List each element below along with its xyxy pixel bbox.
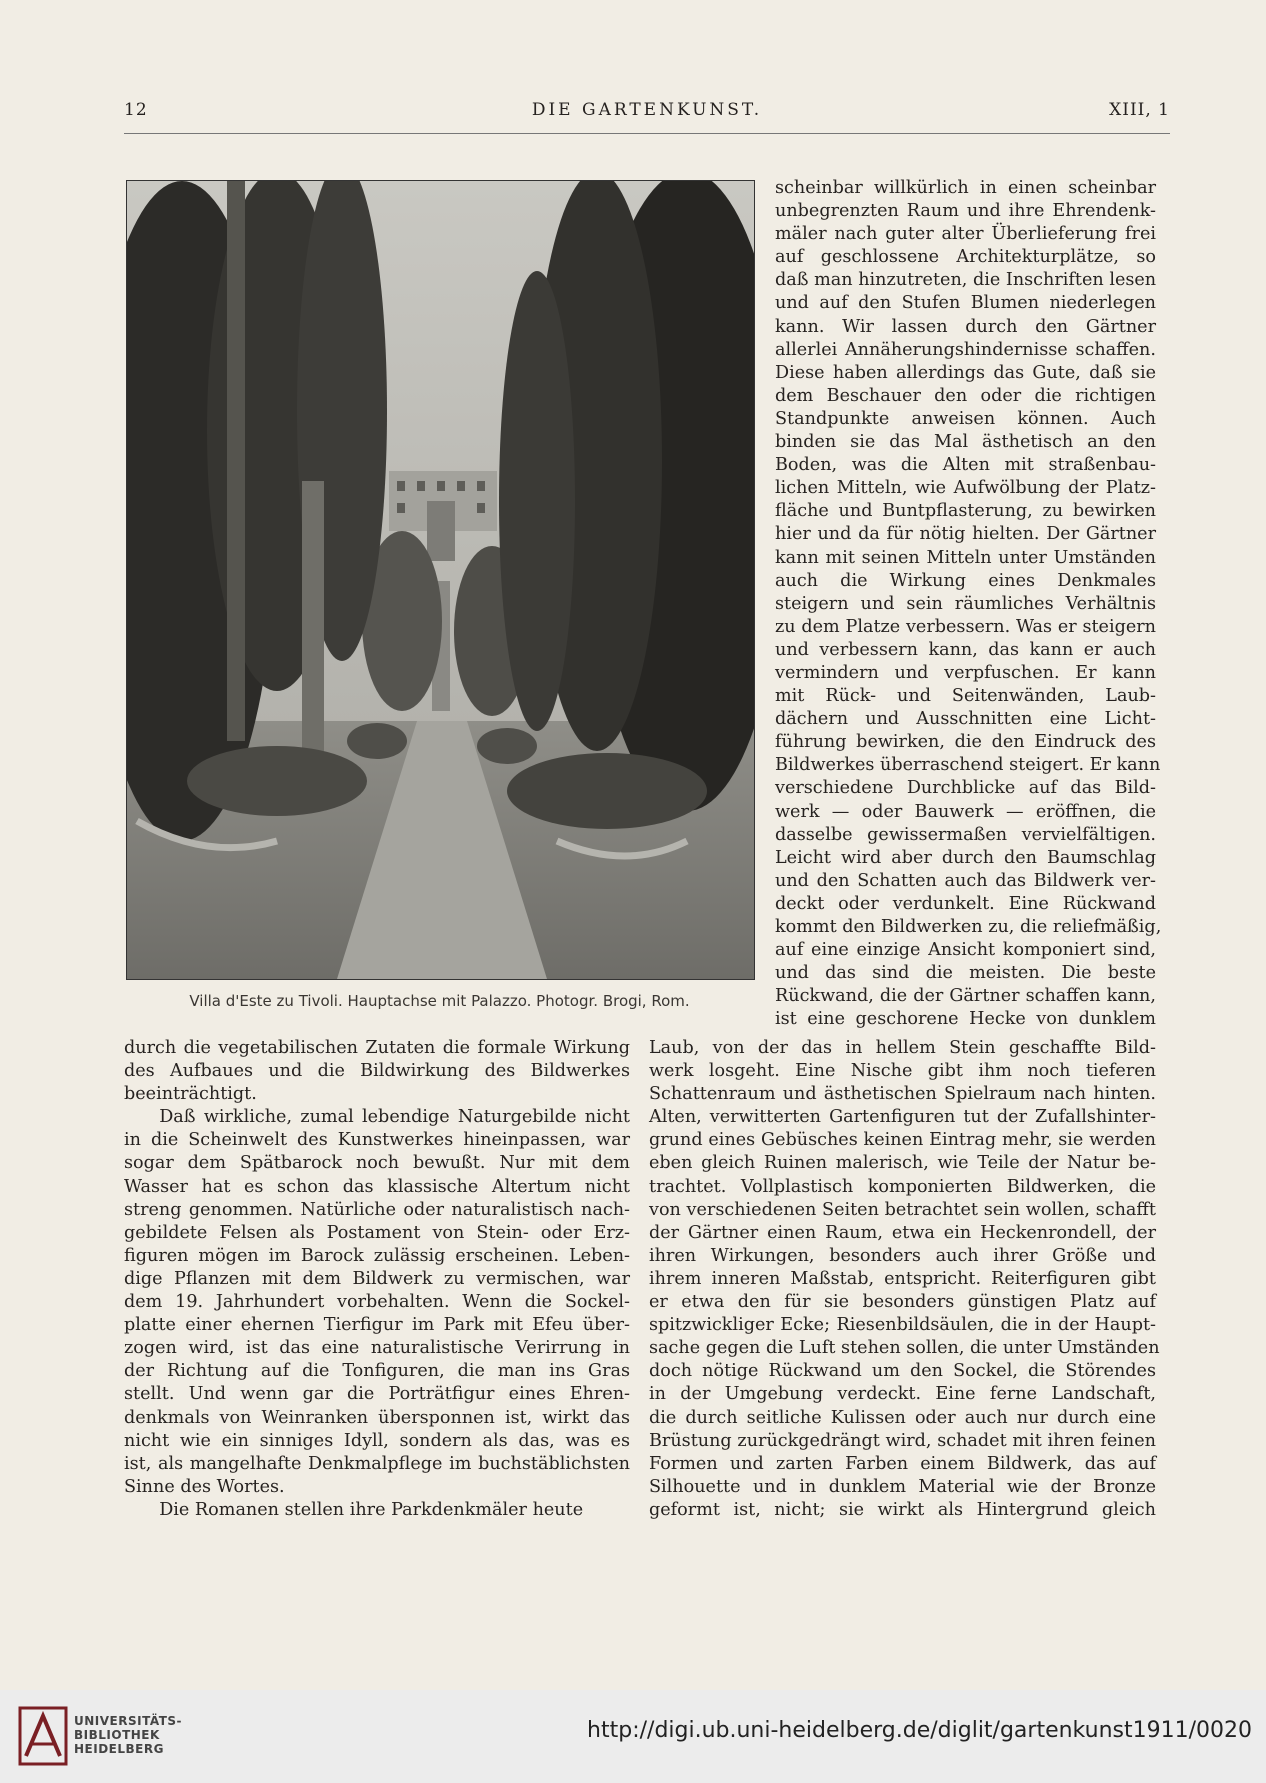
text-line: deckt oder verdunkelt. Eine Rückwand: [775, 893, 1156, 914]
text-line: platte einer ehernen Tierfigur im Park mit Efeu über-: [124, 1315, 630, 1336]
text-line: in die Scheinwelt des Kunstwerkes hineinpassen, war: [124, 1130, 630, 1151]
text-line: grund eines Gebüsches keinen Eintrag mehr, sie werden: [649, 1130, 1156, 1151]
text-line: streng genommen. Natürliche oder naturalistisch nach-: [124, 1199, 630, 1220]
page-number: 12: [124, 100, 148, 120]
text-line: auf eine einzige Ansicht komponiert sind,: [775, 940, 1156, 961]
text-line: vermindern und verpfuschen. Er kann: [775, 662, 1156, 683]
text-line: dem Beschauer den oder die richtigen: [775, 385, 1156, 406]
text-line: Formen und zarten Farben einem Bildwerk, das auf: [649, 1453, 1156, 1474]
text-line: Brüstung zurückgedrängt wird, schadet mit ihren feinen: [649, 1430, 1156, 1451]
text-line: Leicht wird aber durch den Baumschlag: [775, 847, 1156, 868]
header-rule: [124, 133, 1170, 134]
text-line: lichen Mitteln, wie Aufwölbung der Platz-: [775, 478, 1156, 499]
text-line: Standpunkte anweisen können. Auch: [775, 408, 1156, 429]
text-line: steigern und sein räumliches Verhältnis: [775, 593, 1156, 614]
text-line: Silhouette und in dunklem Material wie der Bronze: [649, 1476, 1156, 1497]
text-line: Sinne des Wortes.: [124, 1476, 285, 1497]
library-line: BIBLIOTHEK: [74, 1728, 160, 1742]
text-line: zogen wird, ist das eine naturalistische Verirrung in: [124, 1338, 630, 1359]
running-header: [124, 100, 1170, 130]
text-line: hier und da für nötig hielten. Der Gärtner: [775, 524, 1156, 545]
text-line: auch die Wirkung eines Denkmales: [775, 570, 1156, 591]
text-line: mäler nach guter alter Überlieferung frei: [775, 224, 1156, 245]
text-line: beeinträchtigt.: [124, 1084, 257, 1105]
text-line: werk — oder Bauwerk — eröffnen, die: [775, 801, 1156, 822]
text-line: daß man hinzutreten, die Inschriften lesen: [775, 270, 1157, 291]
digital-library-footer: [0, 1690, 1266, 1783]
text-line: kann mit seinen Mitteln unter Umständen: [775, 547, 1156, 568]
text-line: trachtet. Vollplastisch komponierten Bildwerken, die: [649, 1176, 1156, 1197]
text-line: spitzwickliger Ecke; Riesenbildsäulen, die in der Haupt-: [649, 1315, 1156, 1336]
text-line: eben gleich Ruinen malerisch, wie Teile der Natur be-: [649, 1153, 1156, 1174]
text-line: kann. Wir lassen durch den Gärtner: [775, 316, 1156, 337]
text-line: mit Rück- und Seitenwänden, Laub-: [775, 686, 1156, 707]
text-line: verschiedene Durchblicke auf das Bild-: [775, 778, 1156, 799]
text-column-right-bottom: [649, 1037, 1160, 1522]
text-line: die durch seitliche Kulissen oder auch nur durch eine: [649, 1407, 1156, 1428]
text-line: ihrem inneren Maßstab, entspricht. Reiterfiguren gibt: [649, 1268, 1156, 1289]
text-line: ist eine geschorene Hecke von dunklem: [775, 1009, 1156, 1030]
text-line: und auf den Stufen Blumen niederlegen: [775, 293, 1156, 314]
text-line: allerlei Annäherungshindernisse schaffen.: [775, 339, 1156, 360]
text-line: zu dem Platze verbessern. Was er steigern: [775, 616, 1156, 637]
text-line: geformt ist, nicht; sie wirkt als Hintergrund gleich: [649, 1499, 1156, 1520]
library-line: HEIDELBERG: [74, 1742, 164, 1756]
text-line: dasselbe gewissermaßen vervielfältigen.: [775, 824, 1156, 845]
university-library-logo: [18, 1706, 68, 1766]
text-line: und verbessern kann, das kann er auch: [775, 639, 1156, 660]
text-line: der Gärtner einen Raum, etwa ein Heckenrondell, der: [649, 1222, 1156, 1243]
text-column-right-top: [775, 177, 1162, 1031]
text-line: der Richtung auf die Tonfiguren, die man ins Gras: [124, 1361, 630, 1382]
text-line: binden sie das Mal ästhetisch an den: [775, 432, 1156, 453]
text-line: durch die vegetabilischen Zutaten die formale Wirkung: [124, 1038, 630, 1058]
text-line: von verschiedenen Seiten betrachtet sein wollen, schafft: [649, 1199, 1156, 1220]
text-line: auf geschlossene Architekturplätze, so: [775, 247, 1156, 268]
text-line: Schattenraum und ästhetischen Spielraum nach hinten.: [649, 1084, 1156, 1105]
text-line: dächern und Ausschnitten eine Licht-: [775, 709, 1156, 730]
text-line: scheinbar willkürlich in einen scheinbar: [775, 178, 1156, 198]
text-line: figuren mögen im Barock zulässig erscheinen. Leben-: [124, 1245, 630, 1266]
permalink-url[interactable]: http://digi.ub.uni-heidelberg.de/diglit/gartenkunst1911/0020: [587, 1718, 1252, 1743]
text-line: sogar dem Spätbarock noch bewußt. Nur mit dem: [124, 1153, 630, 1174]
text-line: nicht wie ein sinniges Idyll, sondern als das, was es: [124, 1430, 630, 1451]
text-line: er etwa den für sie besonders günstigen Platz auf: [649, 1292, 1156, 1313]
text-line: des Aufbaues und die Bildwirkung des Bildwerkes: [124, 1061, 630, 1082]
text-line: stellt. Und wenn gar die Porträtfigur eines Ehren-: [124, 1384, 630, 1405]
text-line: Bildwerkes überraschend steigert. Er kann: [775, 755, 1161, 776]
text-line: ihren Wirkungen, besonders auch ihrer Größe und: [649, 1245, 1156, 1266]
photo-caption: Villa d'Este zu Tivoli. Hauptachse mit Palazzo. Photogr. Brogi, Rom.: [189, 992, 690, 1010]
library-line: UNIVERSITÄTS-: [74, 1714, 183, 1728]
text-line: ist, als mangelhafte Denkmalpflege im buchstäblichsten: [124, 1453, 630, 1474]
volume-number: XIII, 1: [1109, 100, 1170, 120]
text-line: dem 19. Jahrhundert vorbehalten. Wenn die Sockel-: [124, 1292, 630, 1313]
text-line: Alten, verwitterten Gartenfiguren tut der Zufallshinter-: [649, 1107, 1156, 1128]
text-line: Rückwand, die der Gärtner schaffen kann,: [775, 986, 1156, 1007]
text-line: Diese haben allerdings das Gute, daß sie: [775, 362, 1156, 383]
text-line: unbegrenzten Raum und ihre Ehrendenk-: [775, 201, 1156, 222]
text-line: fläche und Buntpflasterung, zu bewirken: [775, 501, 1156, 522]
text-line: und den Schatten auch das Bildwerk ver-: [775, 870, 1156, 891]
text-line: werk losgeht. Eine Nische gibt ihm noch tieferen: [649, 1061, 1156, 1082]
text-line: und das sind die meisten. Die beste: [775, 963, 1156, 984]
text-line: Die Romanen stellen ihre Parkdenkmäler heute: [124, 1499, 584, 1520]
garden-photograph: [126, 180, 755, 980]
journal-title: DIE GARTENKUNST.: [531, 100, 763, 120]
text-line: führung bewirken, die den Eindruck des: [775, 732, 1156, 753]
text-line: in der Umgebung verdeckt. Eine ferne Landschaft,: [649, 1384, 1156, 1405]
text-line: sache gegen die Luft stehen sollen, die unter Umständen: [649, 1338, 1160, 1359]
text-line: Daß wirkliche, zumal lebendige Naturgebilde nicht: [124, 1107, 630, 1128]
text-line: Laub, von der das in hellem Stein geschaffte Bild-: [649, 1038, 1156, 1058]
text-column-left: [124, 1037, 630, 1522]
library-name: [74, 1714, 182, 1756]
text-line: gebildete Felsen als Postament von Stein- oder Erz-: [124, 1222, 630, 1243]
text-line: dige Pflanzen mit dem Bildwerk zu vermischen, war: [124, 1268, 630, 1289]
text-line: denkmals von Weinranken übersponnen ist, wirkt das: [124, 1407, 630, 1428]
text-line: Boden, was die Alten mit straßenbau-: [775, 455, 1156, 476]
text-line: kommt den Bildwerken zu, die reliefmäßig,: [775, 917, 1162, 937]
photo-illustration: [127, 181, 754, 979]
text-line: doch nötige Rückwand um den Sockel, die Störendes: [649, 1361, 1156, 1382]
text-line: Wasser hat es schon das klassische Altertum nicht: [124, 1176, 630, 1197]
